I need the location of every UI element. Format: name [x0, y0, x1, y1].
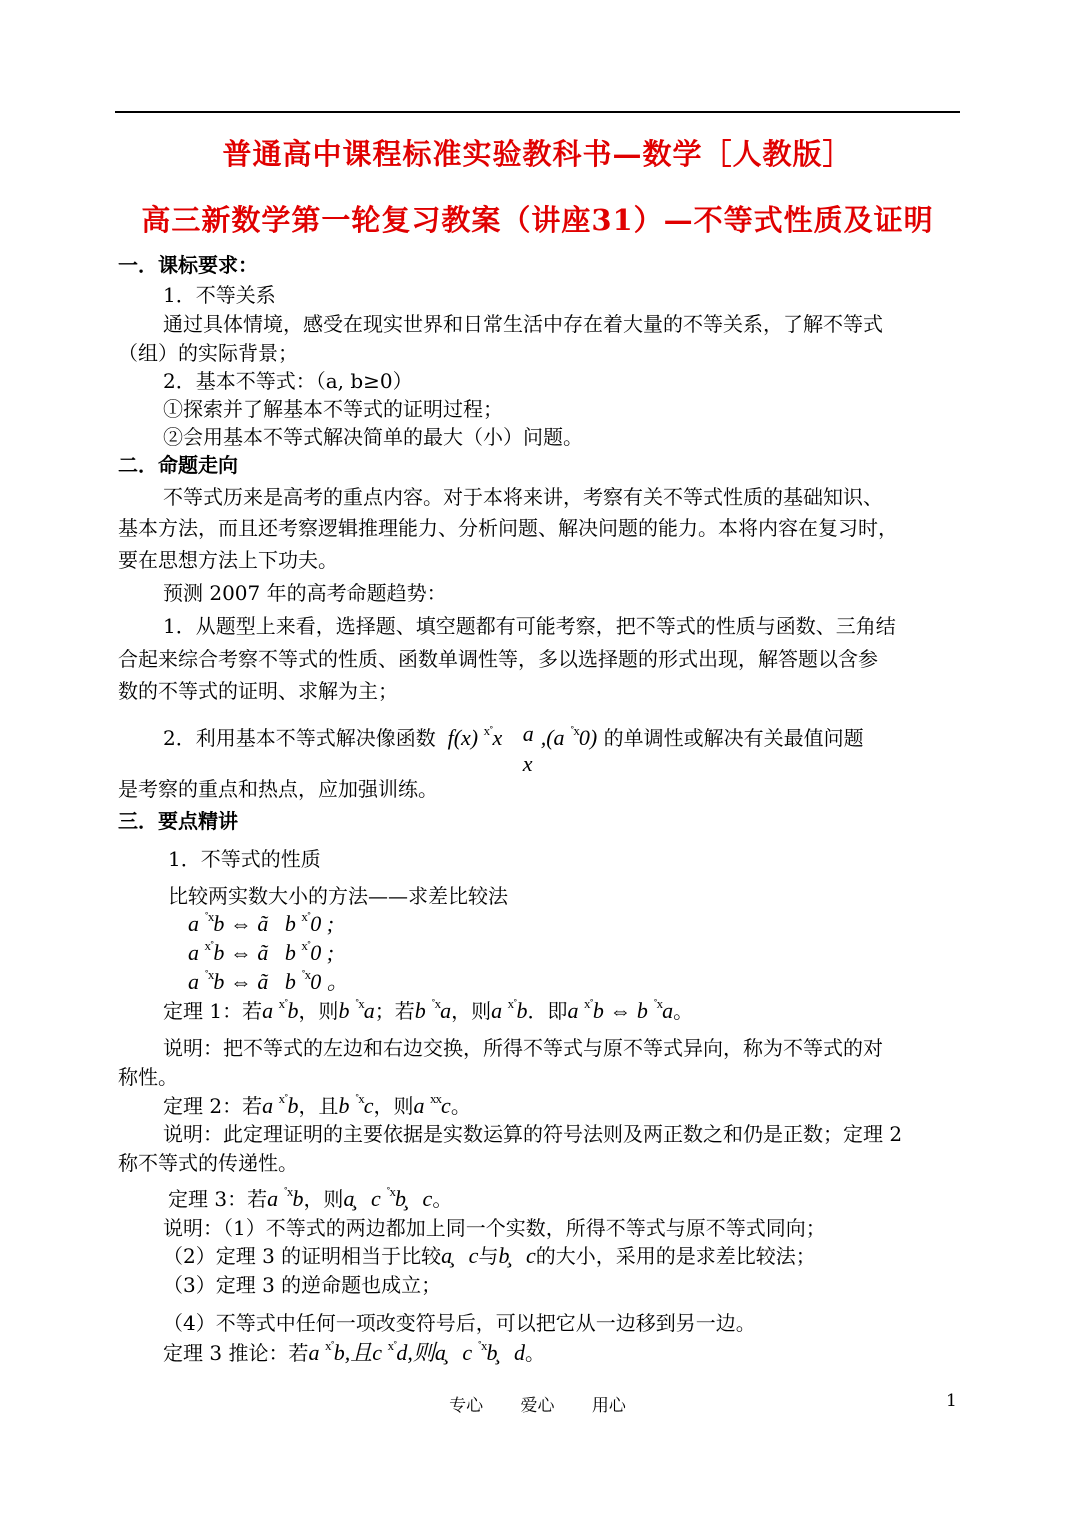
theorem-text: ；若 [374, 999, 415, 1023]
paragraph: 1．不等式的性质 [168, 847, 321, 871]
formula-gt: a $^{˚x}$b ⇔ ã b $^{x˚}$0 ; [188, 909, 335, 936]
note: （3）定理 3 的逆命题也成立； [163, 1273, 442, 1297]
page-footer [0, 1391, 1075, 1416]
paragraph: 比较两实数大小的方法——求差比较法 [168, 884, 508, 908]
formula-lt: a $^{˚x}$b ⇔ ã b $^{˚x}$0 。 [188, 967, 349, 994]
corollary: 定理 3 推论：若a $^{x˚}$b,且c $^{x˚}$d,则a̧ c $^{˚x}$b̧ d。 [163, 1338, 546, 1365]
formula-line [163, 712, 864, 776]
corollary-text: 。 [525, 1341, 546, 1365]
theorem-text: ，则 [373, 1094, 414, 1118]
function-formula: f(x) $^{x˚}$x a x ,(a $^{˚x}$0) [442, 720, 598, 776]
note: 称性。 [118, 1065, 178, 1089]
paragraph: ②会用基本不等式解决简单的最大（小）问题。 [163, 425, 583, 449]
note: 说明：此定理证明的主要依据是实数运算的符号法则及两正数之和仍是正数；定理 2 [163, 1122, 903, 1146]
theorem-text: ，且 [298, 1094, 339, 1118]
paragraph-text: 2．利用基本不等式解决像函数 [163, 726, 436, 750]
theorem-text: 。 [432, 1187, 453, 1211]
theorem-1: 定理 1：若a $^{x˚}$b，则b $^{˚x}$a；若b $^{˚x}$a，则a $^{x˚}$b．即a $^{x˚}$b ⇔ b $^{˚x}$a。 [163, 996, 694, 1023]
formula-eq: a $^{x˚}$b ⇔ ã b $^{x˚}$0 ; [188, 938, 335, 965]
corollary-text: 定理 3 推论：若 [163, 1341, 309, 1365]
paragraph: 1．不等关系 [163, 283, 276, 307]
paragraph: 基本方法，而且还考察逻辑推理能力、分析问题、解决问题的能力。本将内容在复习时， [118, 516, 898, 540]
theorem-text: ．即 [527, 999, 568, 1023]
theorem-2: 定理 2：若a $^{x˚}$b，且b $^{˚x}$c，则a $^{xx}$c。 [163, 1091, 471, 1118]
note-text: 的大小，采用的是求差比较法； [535, 1244, 816, 1268]
section-heading-3: 三．要点精讲 [118, 809, 238, 833]
theorem-text: 。 [673, 999, 694, 1023]
document-subtitle: 高三新数学第一轮复习教案（讲座31）—不等式性质及证明 [141, 203, 934, 237]
theorem-text: 定理 2：若 [163, 1094, 263, 1118]
note: 称不等式的传递性。 [118, 1151, 298, 1175]
document-title: 普通高中课程标准实验教科书—数学［人教版］ [222, 137, 853, 171]
paragraph: 数的不等式的证明、求解为主； [118, 679, 398, 703]
note: 说明：把不等式的左边和右边交换，所得不等式与原不等式异向，称为不等式的对 [163, 1036, 883, 1060]
paragraph: ①探索并了解基本不等式的证明过程； [163, 397, 503, 421]
theorem-text: 。 [450, 1094, 471, 1118]
theorem-text: 定理 3：若 [168, 1187, 268, 1211]
note: （4）不等式中任何一项改变符号后，可以把它从一边移到另一边。 [163, 1311, 756, 1335]
paragraph: 合起来综合考察不等式的性质、函数单调性等，多以选择题的形式出现，解答题以含参 [118, 647, 878, 671]
footer-text: 用心 [591, 1396, 626, 1416]
theorem-text: 定理 1：若 [163, 999, 263, 1023]
paragraph: 预测 2007 年的高考命题趋势： [163, 581, 447, 605]
note: 说明：（1）不等式的两边都加上同一个实数，所得不等式与原不等式同向； [163, 1216, 826, 1240]
section-heading-2: 二．命题走向 [118, 453, 238, 477]
note-text: 与 [478, 1244, 499, 1268]
paragraph: 1．从题型上来看，选择题、填空题都有可能考察，把不等式的性质与函数、三角结 [163, 614, 896, 638]
page-number: 1 [946, 1391, 957, 1411]
paragraph-text: 的单调性或解决有关最值问题 [603, 726, 864, 750]
paragraph: 2．基本不等式：（a, b≥0） [163, 369, 413, 393]
theorem-text: ，则 [451, 999, 492, 1023]
theorem-3: 定理 3：若a $^{˚x}$b，则a̧ c $^{˚x}$b̧ c。 [168, 1184, 453, 1211]
section-heading-1: 一．课标要求： [118, 253, 258, 277]
footer-text: 爱心 [520, 1396, 555, 1416]
paragraph: 不等式历来是高考的重点内容。对于本将来讲，考察有关不等式性质的基础知识、 [163, 485, 883, 509]
header-rule [115, 111, 960, 113]
paragraph: 要在思想方法上下功夫。 [118, 548, 338, 572]
paragraph: （组）的实际背景； [118, 341, 298, 365]
theorem-text: ，则 [298, 999, 339, 1023]
theorem-text: ，则 [303, 1187, 344, 1211]
note: （2）定理 3 的证明相当于比较a̧ c与b̧ c的大小，采用的是求差比较法； [163, 1243, 816, 1268]
paragraph: 通过具体情境，感受在现实世界和日常生活中存在着大量的不等关系，了解不等式 [163, 312, 883, 336]
paragraph: 是考察的重点和热点，应加强训练。 [118, 777, 438, 801]
footer-text: 专心 [449, 1396, 484, 1416]
note-text: （2）定理 3 的证明相当于比较 [163, 1244, 442, 1268]
